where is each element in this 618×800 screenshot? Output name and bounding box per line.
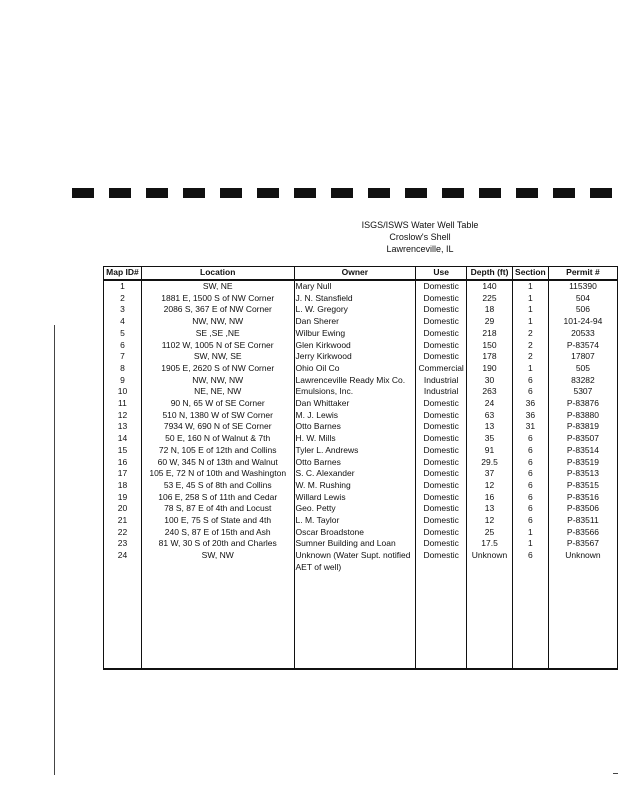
depth-cell: 13 — [467, 421, 513, 433]
map-id-cell: 9 — [104, 375, 142, 387]
col-header-section: Section — [512, 267, 548, 281]
col-header-location: Location — [141, 267, 294, 281]
use-cell: Domestic — [416, 550, 467, 573]
section-cell: 1 — [512, 293, 548, 305]
table-row — [104, 363, 618, 375]
owner-cell: Dan Sherer — [294, 316, 416, 328]
map-id-cell: 4 — [104, 316, 142, 328]
location-cell: SW, NE — [141, 280, 294, 293]
owner-cell: Willard Lewis — [294, 492, 416, 504]
use-cell: Domestic — [416, 457, 467, 469]
map-id-cell: 22 — [104, 527, 142, 539]
table-row — [104, 538, 618, 550]
map-id-cell: 17 — [104, 468, 142, 480]
permit-cell: P-83507 — [548, 433, 617, 445]
table-row — [104, 515, 618, 527]
owner-cell: Sumner Building and Loan — [294, 538, 416, 550]
location-cell: SW, NW, SE — [141, 351, 294, 363]
dashed-separator — [72, 188, 618, 198]
location-cell: 7934 W, 690 N of SE Corner — [141, 421, 294, 433]
depth-cell: 37 — [467, 468, 513, 480]
depth-cell: 91 — [467, 445, 513, 457]
col-header-owner: Owner — [294, 267, 416, 281]
owner-cell: J. N. Stansfield — [294, 293, 416, 305]
depth-cell: 12 — [467, 480, 513, 492]
map-id-cell: 7 — [104, 351, 142, 363]
depth-cell: 225 — [467, 293, 513, 305]
location-cell: 90 N, 65 W of SE Corner — [141, 398, 294, 410]
map-id-cell: 5 — [104, 328, 142, 340]
blank-cell — [512, 574, 548, 669]
owner-cell: Otto Barnes — [294, 457, 416, 469]
owner-cell: Otto Barnes — [294, 421, 416, 433]
depth-cell: 218 — [467, 328, 513, 340]
map-id-cell: 2 — [104, 293, 142, 305]
depth-cell: 29.5 — [467, 457, 513, 469]
map-id-cell: 14 — [104, 433, 142, 445]
section-cell: 1 — [512, 316, 548, 328]
section-cell: 6 — [512, 503, 548, 515]
location-cell: 510 N, 1380 W of SW Corner — [141, 410, 294, 422]
owner-cell: Mary Null — [294, 280, 416, 293]
owner-cell: Ohio Oil Co — [294, 363, 416, 375]
section-cell: 2 — [512, 351, 548, 363]
owner-cell: M. J. Lewis — [294, 410, 416, 422]
table-row — [104, 503, 618, 515]
table-row — [104, 375, 618, 387]
location-cell: 53 E, 45 S of 8th and Collins — [141, 480, 294, 492]
owner-cell: H. W. Mills — [294, 433, 416, 445]
map-id-cell: 23 — [104, 538, 142, 550]
permit-cell: 504 — [548, 293, 617, 305]
section-cell: 6 — [512, 386, 548, 398]
section-cell: 6 — [512, 457, 548, 469]
permit-cell: P-83567 — [548, 538, 617, 550]
permit-cell: P-83516 — [548, 492, 617, 504]
permit-cell: P-83819 — [548, 421, 617, 433]
permit-cell: P-83519 — [548, 457, 617, 469]
depth-cell: 190 — [467, 363, 513, 375]
location-cell: 105 E, 72 N of 10th and Washington — [141, 468, 294, 480]
table-row — [104, 340, 618, 352]
map-id-cell: 6 — [104, 340, 142, 352]
owner-cell: Oscar Broadstone — [294, 527, 416, 539]
map-id-cell: 12 — [104, 410, 142, 422]
depth-cell: 35 — [467, 433, 513, 445]
permit-cell: 83282 — [548, 375, 617, 387]
owner-cell: Geo. Petty — [294, 503, 416, 515]
map-id-cell: 13 — [104, 421, 142, 433]
map-id-cell: 20 — [104, 503, 142, 515]
col-header-permit: Permit # — [548, 267, 617, 281]
map-id-cell: 19 — [104, 492, 142, 504]
use-cell: Domestic — [416, 445, 467, 457]
section-cell: 6 — [512, 492, 548, 504]
location-cell: 72 N, 105 E of 12th and Collins — [141, 445, 294, 457]
location-cell: NW, NW, NW — [141, 316, 294, 328]
table-row — [104, 328, 618, 340]
use-cell: Domestic — [416, 433, 467, 445]
section-cell: 6 — [512, 515, 548, 527]
owner-cell: Wilbur Ewing — [294, 328, 416, 340]
table-row — [104, 468, 618, 480]
use-cell: Domestic — [416, 316, 467, 328]
use-cell: Domestic — [416, 340, 467, 352]
map-id-cell: 18 — [104, 480, 142, 492]
depth-cell: 29 — [467, 316, 513, 328]
section-cell: 6 — [512, 550, 548, 573]
map-id-cell: 24 — [104, 550, 142, 573]
depth-cell: 12 — [467, 515, 513, 527]
site-name: Croslow's Shell — [389, 232, 451, 242]
location-cell: 106 E, 258 S of 11th and Cedar — [141, 492, 294, 504]
permit-cell: P-83880 — [548, 410, 617, 422]
blank-cell — [467, 574, 513, 669]
col-header-use: Use — [416, 267, 467, 281]
location-cell: 2086 S, 367 E of NW Corner — [141, 304, 294, 316]
water-well-table — [103, 266, 618, 670]
map-id-cell: 15 — [104, 445, 142, 457]
blank-cell — [294, 574, 416, 669]
section-cell: 36 — [512, 410, 548, 422]
location-cell: 1102 W, 1005 N of SE Corner — [141, 340, 294, 352]
owner-cell: Lawrenceville Ready Mix Co. — [294, 375, 416, 387]
blank-row — [104, 574, 618, 669]
permit-cell: P-83506 — [548, 503, 617, 515]
owner-cell: W. M. Rushing — [294, 480, 416, 492]
section-cell: 1 — [512, 304, 548, 316]
map-id-cell: 8 — [104, 363, 142, 375]
location-cell: NW, NW, NW — [141, 375, 294, 387]
section-cell: 31 — [512, 421, 548, 433]
map-id-cell: 21 — [104, 515, 142, 527]
owner-cell: L. M. Taylor — [294, 515, 416, 527]
permit-cell: 20533 — [548, 328, 617, 340]
use-cell: Domestic — [416, 280, 467, 293]
owner-cell: Tyler L. Andrews — [294, 445, 416, 457]
map-id-cell: 11 — [104, 398, 142, 410]
section-cell: 1 — [512, 527, 548, 539]
section-cell: 6 — [512, 468, 548, 480]
section-cell: 6 — [512, 433, 548, 445]
depth-cell: 178 — [467, 351, 513, 363]
permit-cell: Unknown — [548, 550, 617, 573]
use-cell: Commercial — [416, 363, 467, 375]
table-header-row — [104, 267, 618, 281]
permit-cell: P-83513 — [548, 468, 617, 480]
table-row — [104, 304, 618, 316]
use-cell: Domestic — [416, 398, 467, 410]
use-cell: Domestic — [416, 480, 467, 492]
owner-cell: Emulsions, Inc. — [294, 386, 416, 398]
table-row — [104, 527, 618, 539]
owner-cell: Jerry Kirkwood — [294, 351, 416, 363]
depth-cell: 16 — [467, 492, 513, 504]
table-row — [104, 433, 618, 445]
use-cell: Domestic — [416, 421, 467, 433]
table-row — [104, 457, 618, 469]
table-row — [104, 316, 618, 328]
table-row — [104, 492, 618, 504]
location-cell: 100 E, 75 S of State and 4th — [141, 515, 294, 527]
location-cell: 1881 E, 1500 S of NW Corner — [141, 293, 294, 305]
table-row — [104, 293, 618, 305]
location-cell: 1905 E, 2620 S of NW Corner — [141, 363, 294, 375]
owner-cell: Dan Whittaker — [294, 398, 416, 410]
section-cell: 6 — [512, 375, 548, 387]
owner-cell: Glen Kirkwood — [294, 340, 416, 352]
section-cell: 1 — [512, 363, 548, 375]
table-row — [104, 351, 618, 363]
table-row — [104, 398, 618, 410]
use-cell: Domestic — [416, 468, 467, 480]
depth-cell: 140 — [467, 280, 513, 293]
map-id-cell: 1 — [104, 280, 142, 293]
permit-cell: P-83515 — [548, 480, 617, 492]
use-cell: Domestic — [416, 328, 467, 340]
section-cell: 6 — [512, 480, 548, 492]
table-row — [104, 445, 618, 457]
depth-cell: 150 — [467, 340, 513, 352]
table-title: ISGS/ISWS Water Well Table — [361, 220, 479, 230]
owner-cell: L. W. Gregory — [294, 304, 416, 316]
location-cell: 60 W, 345 N of 13th and Walnut — [141, 457, 294, 469]
depth-cell: 63 — [467, 410, 513, 422]
col-header-map-id: Map ID# — [104, 267, 142, 281]
location-cell: NE, NE, NW — [141, 386, 294, 398]
section-cell: 2 — [512, 340, 548, 352]
permit-cell: 101-24-94 — [548, 316, 617, 328]
location-cell: SW, NW — [141, 550, 294, 573]
location-cell: 78 S, 87 E of 4th and Locust — [141, 503, 294, 515]
depth-cell: 25 — [467, 527, 513, 539]
map-id-cell: 3 — [104, 304, 142, 316]
blank-cell — [548, 574, 617, 669]
permit-cell: P-83511 — [548, 515, 617, 527]
permit-cell: P-83876 — [548, 398, 617, 410]
use-cell: Industrial — [416, 375, 467, 387]
permit-cell: 115390 — [548, 280, 617, 293]
depth-cell: 18 — [467, 304, 513, 316]
use-cell: Domestic — [416, 527, 467, 539]
table-row — [104, 280, 618, 293]
col-header-depth: Depth (ft) — [467, 267, 513, 281]
map-id-cell: 16 — [104, 457, 142, 469]
depth-cell: 30 — [467, 375, 513, 387]
section-cell: 1 — [512, 280, 548, 293]
location-cell: SE ,SE ,NE — [141, 328, 294, 340]
site-location: Lawrenceville, IL — [386, 244, 454, 254]
map-id-cell: 10 — [104, 386, 142, 398]
depth-cell: 13 — [467, 503, 513, 515]
section-cell: 6 — [512, 445, 548, 457]
depth-cell: 17.5 — [467, 538, 513, 550]
location-cell: 50 E, 160 N of Walnut & 7th — [141, 433, 294, 445]
depth-cell: 263 — [467, 386, 513, 398]
margin-line — [54, 325, 55, 775]
permit-cell: 506 — [548, 304, 617, 316]
table-row — [104, 550, 618, 573]
depth-cell: Unknown — [467, 550, 513, 573]
use-cell: Domestic — [416, 538, 467, 550]
location-cell: 240 S, 87 E of 15th and Ash — [141, 527, 294, 539]
permit-cell: P-83574 — [548, 340, 617, 352]
owner-cell: S. C. Alexander — [294, 468, 416, 480]
section-cell: 2 — [512, 328, 548, 340]
use-cell: Domestic — [416, 293, 467, 305]
depth-cell: 24 — [467, 398, 513, 410]
permit-cell: P-83514 — [548, 445, 617, 457]
table-row — [104, 421, 618, 433]
use-cell: Domestic — [416, 351, 467, 363]
blank-cell — [104, 574, 142, 669]
use-cell: Domestic — [416, 304, 467, 316]
table-row — [104, 480, 618, 492]
owner-cell: Unknown (Water Supt. notified AET of well) — [294, 550, 416, 573]
table-row — [104, 386, 618, 398]
use-cell: Domestic — [416, 410, 467, 422]
use-cell: Industrial — [416, 386, 467, 398]
use-cell: Domestic — [416, 492, 467, 504]
permit-cell: P-83566 — [548, 527, 617, 539]
permit-cell: 505 — [548, 363, 617, 375]
location-cell: 81 W, 30 S of 20th and Charles — [141, 538, 294, 550]
table-row — [104, 410, 618, 422]
section-cell: 36 — [512, 398, 548, 410]
use-cell: Domestic — [416, 515, 467, 527]
margin-tick — [613, 773, 618, 774]
permit-cell: 17807 — [548, 351, 617, 363]
blank-cell — [141, 574, 294, 669]
permit-cell: 5307 — [548, 386, 617, 398]
section-cell: 1 — [512, 538, 548, 550]
use-cell: Domestic — [416, 503, 467, 515]
blank-cell — [416, 574, 467, 669]
